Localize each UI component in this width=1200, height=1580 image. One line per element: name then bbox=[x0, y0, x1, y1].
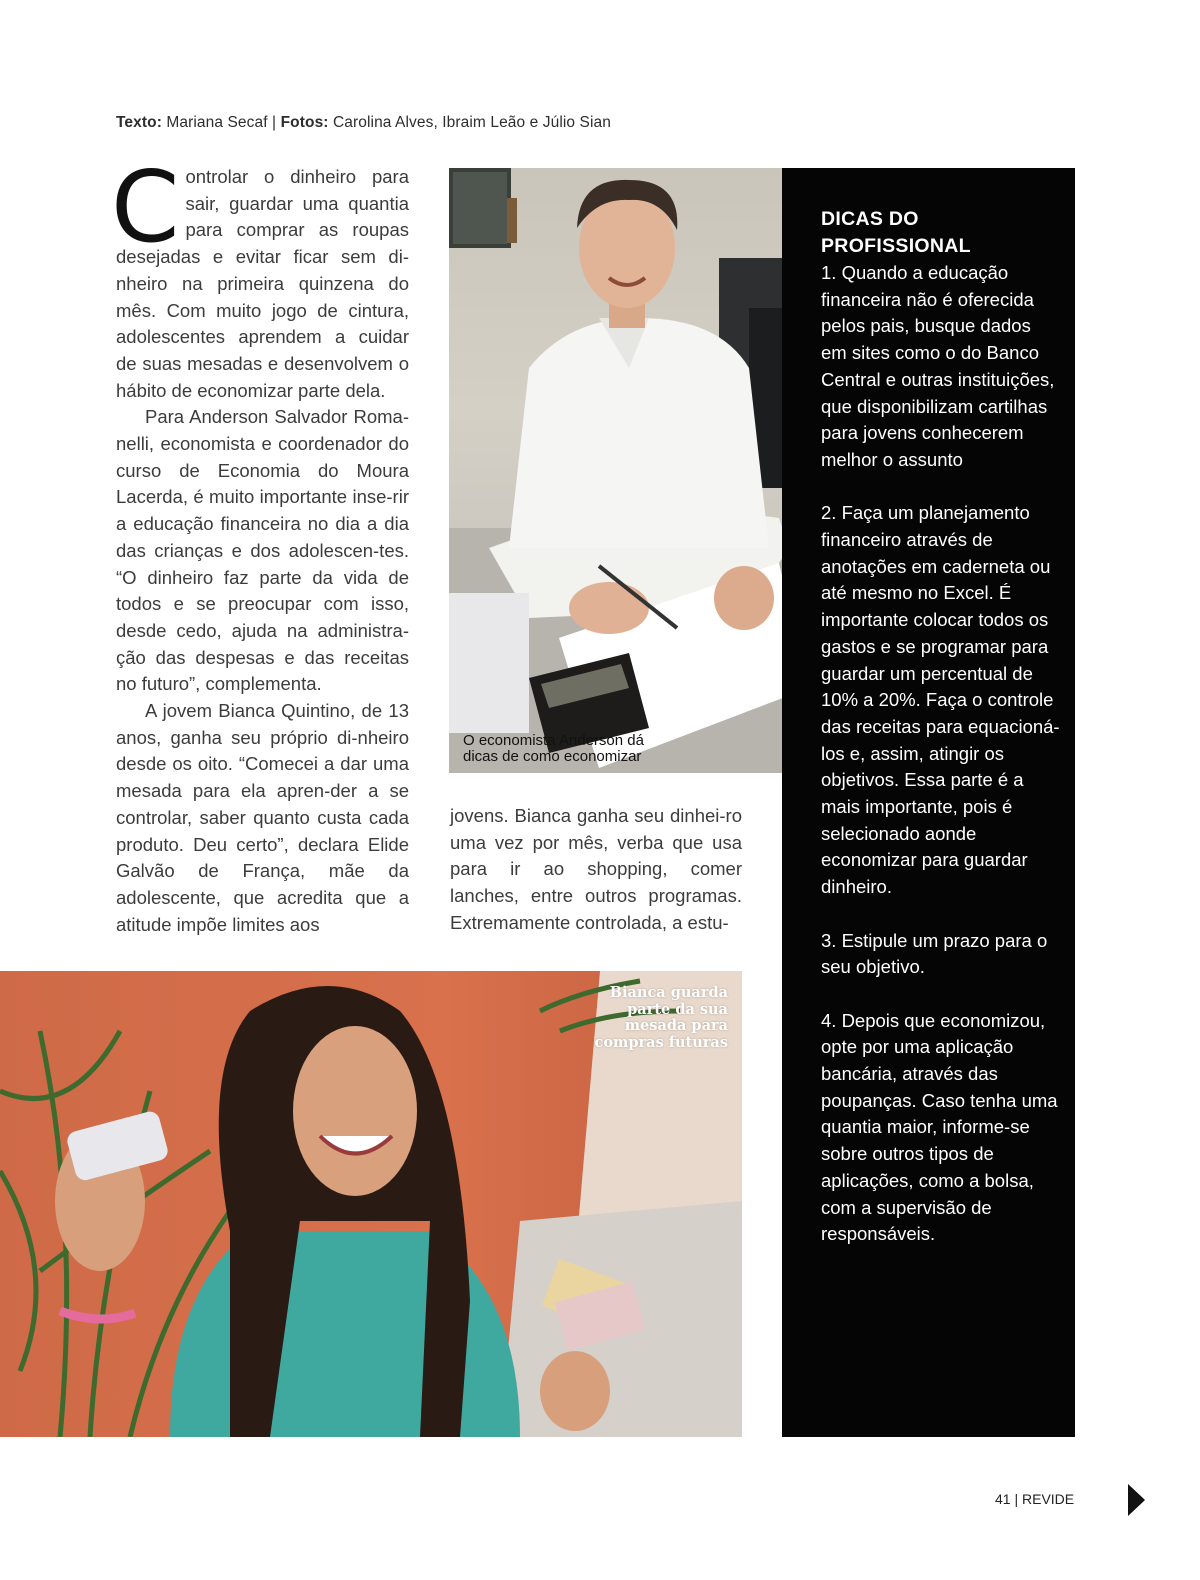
credit-separator: | bbox=[272, 114, 277, 131]
paragraph-line: sair, guardar uma quantia bbox=[185, 192, 409, 214]
tip-4: 4. Depois que economizou, opte por uma aplicação bancária, através das poupanças. Caso tenha uma quantia maior, informe-se sobre outros tipos de aplicações, como a bolsa, com a supervisão de responsáveis. bbox=[821, 1009, 1058, 1245]
article-column-2 bbox=[450, 803, 742, 937]
footer-separator: | bbox=[1014, 1491, 1019, 1507]
next-page-arrow-icon[interactable] bbox=[1128, 1484, 1145, 1516]
paragraph-line: ontrolar o dinheiro para bbox=[185, 166, 409, 187]
article-paragraph-2: Para Anderson Salvador Roma-nelli, economista e coordenador do curso de Economia do Moura Lacerda, é muito importante inse-rir a educação financeira no dia a dia das crianças e dos adolescen-tes. “O dinheiro faz parte da vida de todos e se preocupar com isso, desde cedo, ajuda na administra-ção das despesas e das receitas no futuro”, complementa. bbox=[116, 406, 409, 695]
economist-illustration bbox=[449, 168, 807, 773]
tip-1: 1. Quando a educação financeira não é oferecida pelos pais, busque dados em sites como o do Banco Central e outras instituições, que disponibilizam cartilhas para jovens conhecerem melhor o assunto bbox=[821, 262, 1055, 470]
sidebar-title-line: DICAS DO bbox=[821, 208, 919, 230]
economist-photo bbox=[449, 168, 807, 773]
bianca-photo bbox=[0, 971, 742, 1437]
article-paragraph-3: A jovem Bianca Quintino, de 13 anos, ganha seu próprio di-nheiro desde os oito. “Comecei a dar uma mesada para ela apren-der a se controlar, saber quanto custa cada produto. Deu certo”, declara Elide Galvão de França, mãe da adolescente, que acredita que a atitude impõe limites aos bbox=[116, 700, 409, 935]
caption-line: dicas de como economizar bbox=[463, 748, 642, 765]
tip-2: 2. Faça um planejamento financeiro através de anotações em caderneta ou até mesmo no Excel. É importante colocar todos os gastos e se programar para guardar um percentual de 10% a 20%. Faça o controle das receitas para equacioná-los e, assim, atingir os objetivos. Essa parte é a mais importante, pois é selecionado aonde economizar para guardar dinheiro. bbox=[821, 502, 1060, 898]
page-number: 41 bbox=[995, 1491, 1011, 1507]
text-credit-value: Mariana Secaf bbox=[166, 114, 268, 131]
tip-3: 3. Estipule um prazo para o seu objetivo. bbox=[821, 929, 1048, 978]
sidebar-title bbox=[821, 206, 991, 260]
caption-line: O economista Anderson dá bbox=[463, 732, 644, 749]
paragraph-line: para comprar as roupas bbox=[185, 219, 409, 241]
photo-credits bbox=[116, 114, 611, 132]
article-paragraph-1 bbox=[111, 151, 409, 404]
text-credit-label: Texto: bbox=[116, 114, 162, 131]
sidebar-title-line: PROFISSIONAL bbox=[821, 235, 971, 257]
economist-photo-caption bbox=[463, 733, 644, 765]
tips-sidebar bbox=[782, 168, 1075, 1437]
magazine-name: REVIDE bbox=[1022, 1491, 1075, 1507]
bianca-photo-caption: Bianca guarda parte da sua mesada para compras futuras bbox=[594, 984, 728, 1051]
article-column-1 bbox=[111, 151, 409, 938]
article-paragraph-4: jovens. Bianca ganha seu dinhei-ro uma vez por mês, verba que usa para ir ao shopping, comer lanches, entre outros programas. Extremamente controlada, a estu- bbox=[450, 805, 742, 933]
paragraph-text: desejadas e evitar ficar sem di-nheiro na primeira quinzena do mês. Com muito jogo de cintura, adolescentes aprendem a cuidar de suas mesadas e desenvolvem o hábito de economizar parte dela. bbox=[116, 246, 409, 401]
photos-credit-label: Fotos: bbox=[280, 114, 329, 131]
drop-cap: C bbox=[111, 151, 180, 265]
page-footer bbox=[995, 1491, 1074, 1507]
photos-credit-value: Carolina Alves, Ibraim Leão e Júlio Sian bbox=[332, 114, 611, 131]
